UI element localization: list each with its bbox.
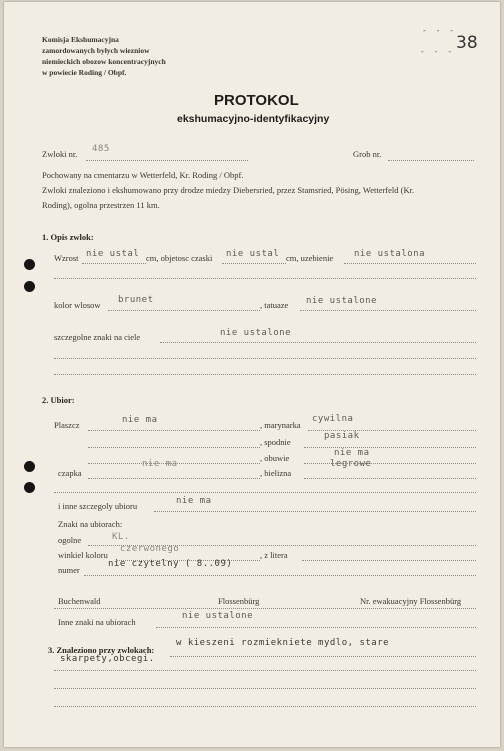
spodnie-label: , spodnie [260,437,291,447]
czaska-line [222,263,286,264]
wzrost-value: nie ustal [86,249,140,259]
znaki-ubior-label: Znaki na ubiorach: [58,519,123,529]
blank-line [54,688,476,689]
bielizna-line [304,478,476,479]
blank-line [54,374,476,375]
spodnie-value: pasiak [324,431,360,441]
grob-label: Grob nr. [353,149,382,159]
blank-line [54,492,476,493]
punch-hole [24,259,35,270]
numer-label: numer [58,565,80,575]
spodnie-line [304,447,476,448]
kolor-label: kolor wlosow [54,300,101,310]
tatuaze-value: nie ustalone [306,296,378,306]
zwloki-label: Zwloki nr. [42,149,78,159]
numer-line [84,575,476,576]
litera-label: , z litera [260,550,288,560]
nr-ewakuacyjny-label: Nr. ewakuacyjny Flossenbürg [360,596,462,606]
uzebienie-line [344,263,476,264]
wzrost-unit: cm, objetosc czaski [146,253,213,263]
znaki-value: nie ustalone [220,328,292,338]
blank-line [54,706,476,707]
winkiel-label: winkiel koloru [58,550,108,560]
obuwie-label: , obuwie [260,453,290,463]
commission-line-1: Komisja Ekshumacyjna [42,35,119,44]
commission-line-4: w powiecie Roding / Obpf. [42,68,127,77]
inne-line [154,511,476,512]
section3-heading: 3. Znaleziono przy zwlokach: [48,645,155,655]
bielizna-label: , bielizna [260,468,292,478]
document-title: PROTOKOL [214,92,299,109]
czapka-label: czapka [58,468,82,478]
kolor-value: brunet [118,295,154,305]
inne-znaki-value: nie ustalone [182,611,254,621]
corner-marks-top: - - - [422,26,457,35]
section1-heading: 1. Opis zwlok: [42,232,94,242]
page-number: 38 [456,33,478,53]
blank-line [88,447,260,448]
litera-line [302,560,476,561]
document-page [4,2,500,747]
inne-znaki-label: Inne znaki na ubiorach [58,617,136,627]
punch-hole [24,281,35,292]
section2-heading: 2. Ubior: [42,395,75,405]
tatuaze-label: , tatuaze [260,300,289,310]
marynarka-label: , marynarka [260,420,301,430]
commission-line-2: zamordowanych byłych wiezniow [42,46,150,55]
czaska-unit: cm, uzebienie [286,253,334,263]
blank-line [54,608,476,609]
ogolne-label: ogolne [58,535,82,545]
plaszcz-value: nie ma [122,415,158,425]
znaleziono-text-1: Zwloki znaleziono i ekshumowano przy drodze miedzy Diebersried, przez Stamsried, Pösing, Wetterfeld (Kr. [42,185,415,195]
flossenburg-label: Flossenbürg [218,596,260,606]
punch-hole [24,482,35,493]
czapka-line [88,478,260,479]
commission-line-3: niemieckich obozow koncentracyjnych [42,57,166,66]
section3-value-1: w kieszeni rozmiekniete mydlo, stare [176,638,390,648]
punch-hole [24,461,35,472]
zwloki-value: 485 [92,144,110,154]
czaska-value: nie ustal [226,249,280,259]
plaszcz-label: Plaszcz [54,420,80,430]
corner-marks-bottom: - - - [420,47,455,56]
section3-value-2: skarpety,obcegi. [60,654,155,664]
marynarka-value: cywilna [312,414,354,424]
inne-value: nie ma [176,496,212,506]
kolor-line [108,310,260,311]
blank-line [54,358,476,359]
obuwie-value-2: legrowe [330,459,372,469]
znaki-label: szczegolne znaki na ciele [54,332,141,342]
obuwie-value-1: nie ma [334,448,370,458]
pochowany-text: Pochowany na cmentarzu w Wetterfeld, Kr. Roding / Obpf. [42,170,244,180]
ogolne-value: KL. [112,532,130,542]
document-subtitle: ekshumacyjno-identyfikacyjny [177,113,330,125]
blank-line [54,278,476,279]
plaszcz-line [88,430,260,431]
section3-line [170,656,476,657]
znaleziono-text-2: Roding), ogolna przestrzen 11 km. [42,200,160,210]
zwloki-line [86,160,248,161]
commission-header [42,34,166,78]
znaki-line [160,342,476,343]
inne-label: i inne szczegoly ubioru [58,501,138,511]
wzrost-label: Wzrost [54,253,79,263]
buchenwald-label: Buchenwald [58,596,101,606]
winkiel-value: czerwonego [120,544,180,554]
grob-line [388,160,474,161]
uzebienie-value: nie ustalona [354,249,426,259]
numer-value: nie czytelny ( 8..09) [108,559,233,569]
inne-znaki-line [156,627,476,628]
wzrost-line [82,263,146,264]
czapka-value: nie ma [142,459,178,469]
blank-line [54,670,476,671]
tatuaze-line [300,310,476,311]
